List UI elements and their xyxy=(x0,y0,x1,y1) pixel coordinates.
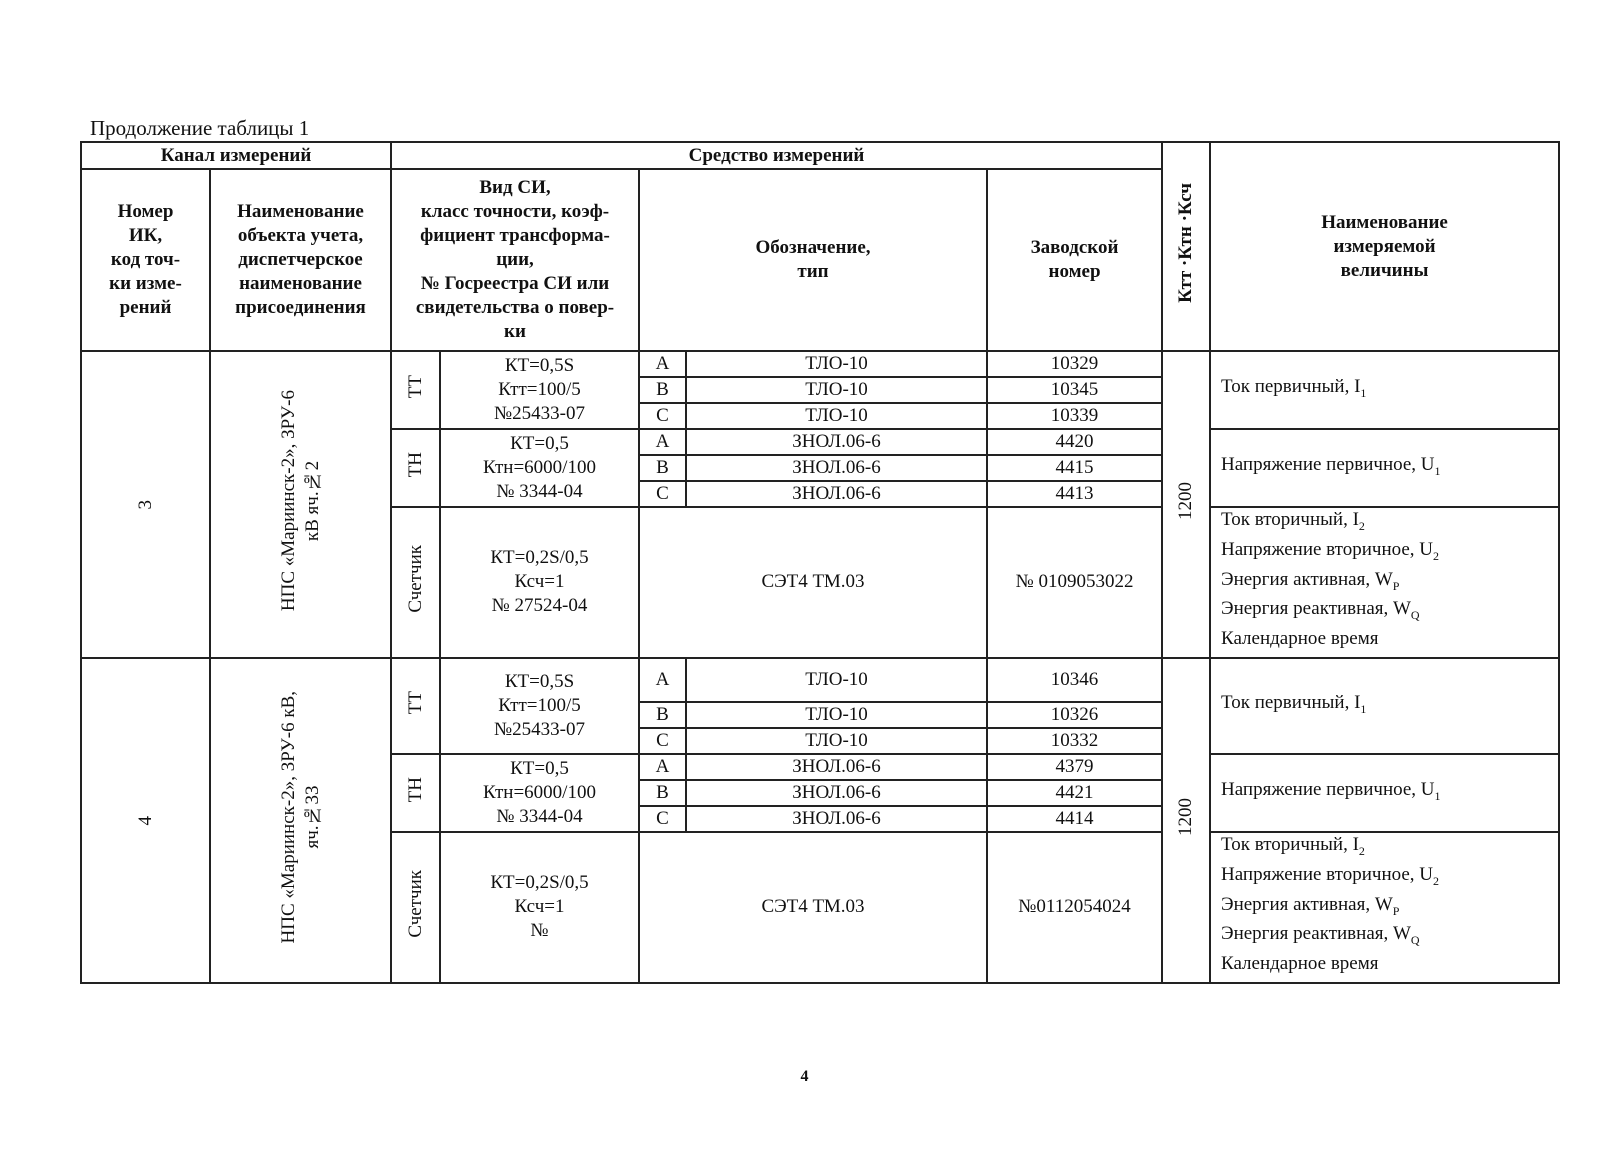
quantity-line-subscript: 1 xyxy=(1360,385,1367,400)
quantity-line-subscript: 2 xyxy=(1358,843,1365,858)
spec-line: КТ=0,5 xyxy=(510,757,569,779)
header-line: свидетельства о повер- xyxy=(415,297,615,318)
quantity-line-text: Ток вторичный, I xyxy=(1221,509,1359,530)
quantity-line-subscript: 2 xyxy=(1433,548,1439,563)
phase-label: А xyxy=(639,754,686,780)
header-object xyxy=(210,169,391,351)
tn-quantity xyxy=(1210,429,1559,507)
quantity-line-text: Энергия активная, W xyxy=(1221,893,1393,915)
header-line: Наименование xyxy=(237,201,364,222)
quantity-line xyxy=(1221,952,1558,982)
spec-line: № 3344-04 xyxy=(496,805,583,827)
header-coeff: Ктт ·Ктн ·Ксч xyxy=(1162,142,1210,351)
serial-number: 4421 xyxy=(987,780,1162,806)
tt-kind xyxy=(391,351,440,429)
tn-kind-text: ТН xyxy=(404,451,426,478)
spec-line: №25433-07 xyxy=(494,403,585,424)
quantity-line-text: Ток первичный, I xyxy=(1221,376,1361,398)
phase-label: В xyxy=(639,702,686,728)
phase-label: В xyxy=(639,455,686,481)
tn-kind xyxy=(391,754,440,832)
header-line: величины xyxy=(1340,259,1429,281)
meter-specs xyxy=(440,832,639,983)
serial-number: 10332 xyxy=(987,728,1162,754)
header-line: диспетчерское xyxy=(238,249,363,270)
channel-number xyxy=(81,351,210,658)
phase-label: С xyxy=(639,806,686,832)
serial-number: 10345 xyxy=(987,377,1162,403)
tt-quantity xyxy=(1210,658,1559,754)
tt-kind-text: ТТ xyxy=(404,690,426,715)
quantity-line-subscript: 2 xyxy=(1433,873,1439,888)
header-serial xyxy=(987,169,1162,351)
header-line: класс точности, коэф- xyxy=(420,201,610,222)
object-name-text xyxy=(277,691,325,943)
quantity-line-text: Энергия активная, W xyxy=(1221,568,1393,590)
header-line: измеряемой xyxy=(1333,235,1436,257)
quantity-line xyxy=(1221,568,1558,598)
coefficient-text: 1200 xyxy=(1175,481,1197,520)
quantity-line xyxy=(1221,508,1558,538)
coefficient-text: 1200 xyxy=(1175,797,1197,836)
tt-specs xyxy=(440,658,639,754)
quantity-line-text: Напряжение первичное, U xyxy=(1221,454,1435,476)
header-line: Номер xyxy=(117,201,174,222)
header-line: номер xyxy=(1048,261,1101,282)
object-name-text xyxy=(277,390,325,611)
header-line: тип xyxy=(797,261,829,282)
meter-kind-text: Счетчик xyxy=(404,870,426,938)
phase-label: А xyxy=(639,429,686,455)
spec-line: № 3344-04 xyxy=(496,481,583,502)
quantity-line xyxy=(1221,833,1558,863)
header-line: Вид СИ, xyxy=(479,177,551,198)
serial-number: 4420 xyxy=(987,429,1162,455)
tn-specs xyxy=(440,754,639,832)
header-line: объекта учета, xyxy=(237,225,364,246)
meter-quantities xyxy=(1210,832,1559,983)
meter-serial: № 0109053022 xyxy=(987,507,1162,658)
measurement-table xyxy=(80,141,1560,984)
object-name-line: НПС «Мариинск-2», ЗРУ-6 кВ, xyxy=(277,690,299,944)
quantity-line-subscript: Q xyxy=(1410,933,1420,948)
header-line: Обозначение, xyxy=(755,237,871,258)
phase-label: С xyxy=(639,728,686,754)
device-type: ЗНОЛ.06-6 xyxy=(686,780,987,806)
meter-type: СЭТ4 ТМ.03 xyxy=(639,507,987,658)
spec-line: Ктт=100/5 xyxy=(498,694,581,716)
object-name xyxy=(210,351,391,658)
header-line: ки изме- xyxy=(109,273,182,294)
header-line: № Госреестра СИ или xyxy=(420,273,610,294)
tn-specs xyxy=(440,429,639,507)
quantity-line xyxy=(1221,893,1558,923)
quantity-line-text: Ток вторичный, I xyxy=(1221,833,1359,855)
quantity-line-text: Напряжение вторичное, U xyxy=(1221,538,1433,560)
serial-number: 4379 xyxy=(987,754,1162,780)
quantity-line-subscript: P xyxy=(1392,903,1400,918)
quantity-line xyxy=(1221,627,1558,657)
phase-label: В xyxy=(639,377,686,403)
channel-number xyxy=(81,658,210,983)
quantity-line-text: Ток первичный, I xyxy=(1221,692,1361,714)
device-type: ЗНОЛ.06-6 xyxy=(686,429,987,455)
channel-number-text: 4 xyxy=(134,815,156,826)
serial-number: 4413 xyxy=(987,481,1162,507)
device-type: ТЛО-10 xyxy=(686,658,987,702)
header-type xyxy=(391,169,639,351)
header-instrument: Средство измерений xyxy=(391,142,1162,169)
meter-type: СЭТ4 ТМ.03 xyxy=(639,832,987,983)
tn-kind-text: ТН xyxy=(404,776,426,803)
device-type: ЗНОЛ.06-6 xyxy=(686,754,987,780)
serial-number: 4415 xyxy=(987,455,1162,481)
object-name xyxy=(210,658,391,983)
header-line: Заводской xyxy=(1030,237,1119,258)
spec-line: № xyxy=(530,920,549,942)
page-number: 4 xyxy=(800,1068,809,1085)
quantity-line xyxy=(1221,922,1558,952)
header-line: наименование xyxy=(239,273,362,294)
device-type: ТЛО-10 xyxy=(686,728,987,754)
serial-number: 10339 xyxy=(987,403,1162,429)
quantity-line-text: Энергия реактивная, W xyxy=(1221,598,1411,620)
header-line: ции, xyxy=(496,249,534,270)
object-name-line: НПС «Мариинск-2», ЗРУ-6 xyxy=(277,390,299,612)
quantity-line-subscript: 2 xyxy=(1358,518,1365,533)
tt-quantity xyxy=(1210,351,1559,429)
spec-line: Ксч=1 xyxy=(514,571,565,593)
header-number xyxy=(81,169,210,351)
meter-kind xyxy=(391,507,440,658)
quantity-line-text: Календарное время xyxy=(1221,953,1379,975)
quantity-line-subscript: 1 xyxy=(1434,788,1441,803)
quantity-line-subscript: P xyxy=(1392,578,1400,593)
quantity-line-subscript: 1 xyxy=(1360,701,1367,716)
device-type: ЗНОЛ.06-6 xyxy=(686,455,987,481)
spec-line: Ктт=100/5 xyxy=(498,379,581,400)
header-line: ки xyxy=(504,321,526,342)
spec-line: КТ=0,5S xyxy=(504,670,575,692)
device-type: ТЛО-10 xyxy=(686,702,987,728)
header-line: Наименование xyxy=(1321,211,1448,233)
device-type: ЗНОЛ.06-6 xyxy=(686,481,987,507)
object-name-line: яч.№33 xyxy=(301,785,323,849)
device-type: ТЛО-10 xyxy=(686,351,987,377)
meter-quantities xyxy=(1210,507,1559,658)
meter-serial: №0112054024 xyxy=(987,832,1162,983)
device-type: ЗНОЛ.06-6 xyxy=(686,806,987,832)
device-type: ТЛО-10 xyxy=(686,403,987,429)
quantity-line-text: Напряжение первичное, U xyxy=(1221,779,1435,801)
phase-label: С xyxy=(639,481,686,507)
spec-line: КТ=0,5S xyxy=(504,355,575,376)
header-line: присоединения xyxy=(235,297,366,318)
header-channel: Канал измерений xyxy=(81,142,391,169)
tn-kind xyxy=(391,429,440,507)
phase-label: А xyxy=(639,351,686,377)
phase-label: А xyxy=(639,658,686,702)
meter-specs xyxy=(440,507,639,658)
tt-kind-text: ТТ xyxy=(404,374,426,399)
meter-kind xyxy=(391,832,440,983)
spec-line: КТ=0,5 xyxy=(510,433,569,454)
header-quantity xyxy=(1210,142,1559,351)
quantity-line xyxy=(1221,863,1558,893)
tn-quantity xyxy=(1210,754,1559,832)
spec-line: КТ=0,2S/0,5 xyxy=(490,547,589,569)
quantity-line-text: Календарное время xyxy=(1221,628,1379,650)
serial-number: 4414 xyxy=(987,806,1162,832)
quantity-line xyxy=(1221,691,1558,721)
header-designation xyxy=(639,169,987,351)
spec-line: Ктн=6000/100 xyxy=(483,781,596,803)
coefficient xyxy=(1162,351,1210,658)
spec-line: Ксч=1 xyxy=(514,896,565,918)
device-type: ТЛО-10 xyxy=(686,377,987,403)
spec-line: Ктн=6000/100 xyxy=(483,457,596,478)
spec-line: КТ=0,2S/0,5 xyxy=(490,872,589,894)
quantity-line-text: Напряжение вторичное, U xyxy=(1221,863,1433,885)
tt-specs xyxy=(440,351,639,429)
quantity-line xyxy=(1221,375,1558,405)
header-line: рений xyxy=(119,297,172,318)
serial-number: 10329 xyxy=(987,351,1162,377)
serial-number: 10326 xyxy=(987,702,1162,728)
quantity-line-subscript: Q xyxy=(1410,608,1420,623)
header-line: код точ- xyxy=(110,249,181,270)
spec-line: №25433-07 xyxy=(494,718,585,740)
tt-kind xyxy=(391,658,440,754)
quantity-line-subscript: 1 xyxy=(1434,463,1441,478)
phase-label: С xyxy=(639,403,686,429)
table-caption: Продолжение таблицы 1 xyxy=(90,116,310,140)
channel-number-text: 3 xyxy=(134,499,156,510)
object-name-line: кВ яч.№2 xyxy=(301,460,323,542)
header-line: ИК, xyxy=(128,225,163,246)
phase-label: В xyxy=(639,780,686,806)
meter-kind-text: Счетчик xyxy=(404,545,426,613)
header-line: фициент трансформа- xyxy=(420,225,610,246)
serial-number: 10346 xyxy=(987,658,1162,702)
coefficient xyxy=(1162,658,1210,983)
quantity-line xyxy=(1221,453,1558,483)
quantity-line-text: Энергия реактивная, W xyxy=(1221,923,1411,945)
quantity-line xyxy=(1221,778,1558,808)
quantity-line xyxy=(1221,538,1558,568)
spec-line: № 27524-04 xyxy=(491,595,588,617)
quantity-line xyxy=(1221,597,1558,627)
